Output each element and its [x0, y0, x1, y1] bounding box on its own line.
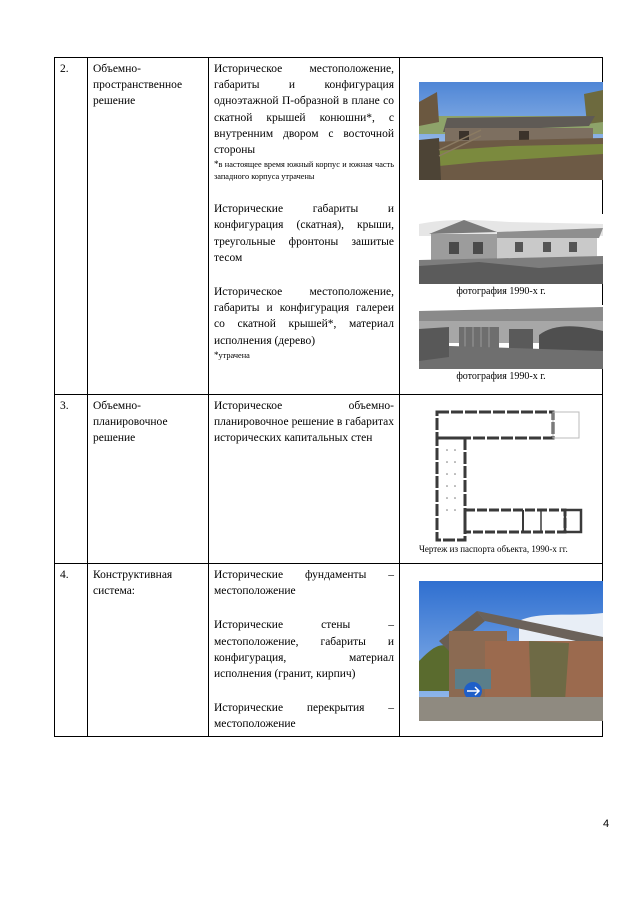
- row-images: [400, 564, 603, 737]
- description-paragraph: Исторические стены – местоположение, габариты и конфигурация, материал исполнения (гранит, кирпич): [214, 619, 394, 681]
- row-title: [88, 395, 209, 564]
- photo-caption: фотография 1990-х г.: [456, 371, 546, 382]
- description-paragraph: Исторические фундаменты – местоположение: [214, 569, 394, 598]
- table-row: [55, 395, 603, 564]
- stable-color-photo: [419, 82, 603, 180]
- footnote: *в настоящее время южный корпус и южная часть западного корпуса утрачены: [214, 159, 394, 182]
- row-title-line: система:: [93, 585, 135, 597]
- footnote: *утрачена: [214, 349, 250, 360]
- row-number: 2.: [55, 58, 88, 395]
- row-description: [209, 564, 400, 737]
- row-images: [400, 395, 603, 564]
- protection-table: [54, 57, 603, 737]
- table-row: [55, 564, 603, 737]
- stable-current-photo: [419, 581, 603, 721]
- archival-photo-2: [419, 305, 603, 369]
- description-paragraph: Историческое местоположение, габариты и конфигурация галереи со скатной крышей*, материал исполнения (дерево): [214, 286, 394, 347]
- description-paragraph: Историческое объемно-планировочное решение в габаритах исторических капитальных стен: [214, 400, 394, 445]
- description-paragraph: Историческое местоположение, габариты и конфигурация одноэтажной П-образной в плане со скатной крышей конюшни*, с внутренним двором с восточной стороны: [214, 63, 394, 157]
- page-number: 4: [603, 818, 610, 830]
- row-number: 4.: [55, 564, 88, 737]
- row-title-line: решение: [93, 432, 136, 444]
- row-description: [209, 58, 400, 395]
- description-paragraph: Исторические перекрытия – местоположение: [214, 702, 394, 731]
- row-title: [88, 564, 209, 737]
- table-row: [55, 58, 603, 395]
- description-paragraph: Исторические габариты и конфигурация (скатная), крыши, треугольные фронтоны зашитые тесом: [214, 203, 394, 264]
- row-title-line: решение: [93, 95, 136, 107]
- drawing-caption: Чертеж из паспорта объекта, 1990-х гг.: [419, 544, 568, 554]
- row-images: [400, 58, 603, 395]
- row-title-line: планировочное: [93, 416, 168, 428]
- row-description: [209, 395, 400, 564]
- row-title-line: Конструктивная: [93, 569, 173, 581]
- archival-photo-1: [419, 214, 603, 284]
- footnote-text: в настоящее время южный корпус и южная часть западного корпуса утрачены: [214, 160, 394, 182]
- photo-caption: фотография 1990-х г.: [456, 286, 546, 297]
- floor-plan-drawing: [423, 402, 587, 542]
- row-title-line: Объемно-: [93, 400, 141, 412]
- footnote-text: утрачена: [218, 350, 250, 360]
- row-title-line: пространственное: [93, 79, 183, 91]
- row-title: [88, 58, 209, 395]
- row-title-line: Объемно-: [93, 63, 141, 75]
- row-number: 3.: [55, 395, 88, 564]
